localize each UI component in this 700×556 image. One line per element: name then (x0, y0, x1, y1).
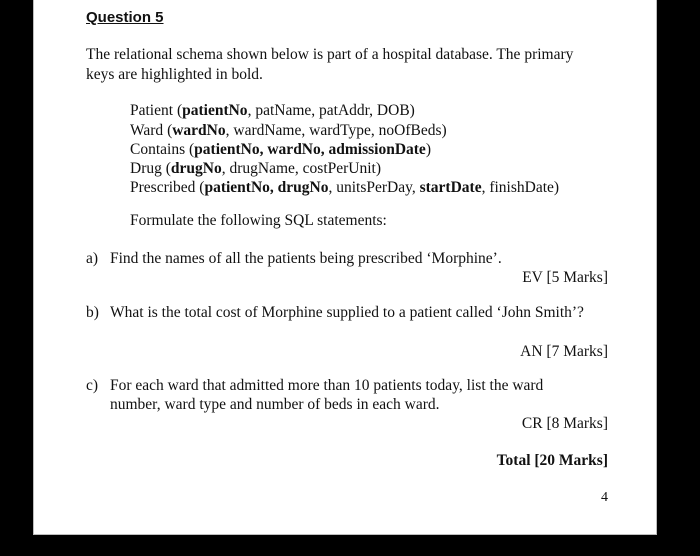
page-number: 4 (601, 490, 608, 505)
part-a-label: a) (86, 250, 99, 267)
part-c-line-1: For each ward that admitted more than 10 patients today, list the ward (110, 377, 544, 394)
schema-drug: Drug (drugNo, drugName, costPerUnit) (130, 160, 382, 177)
part-b-marks: AN [7 Marks] (520, 343, 608, 360)
part-b-text: What is the total cost of Morphine supplied to a patient called ‘John Smith’? (110, 304, 584, 321)
schema-prescribed: Prescribed (patientNo, drugNo, unitsPerDay, startDate, finishDate) (130, 179, 560, 196)
schema-ward: Ward (wardNo, wardName, wardType, noOfBeds) (130, 122, 447, 139)
part-b-label: b) (86, 304, 99, 321)
part-a-text: Find the names of all the patients being prescribed ‘Morphine’. (110, 250, 502, 267)
document-page (33, 0, 657, 535)
schema-contains: Contains (patientNo, wardNo, admissionDate) (130, 141, 431, 158)
schema-patient: Patient (patientNo, patName, patAddr, DOB) (130, 102, 415, 119)
part-c-line-2: number, ward type and number of beds in each ward. (110, 396, 440, 413)
total-marks: Total [20 Marks] (496, 452, 608, 469)
intro-line-1: The relational schema shown below is part of a hospital database. The primary (86, 46, 574, 63)
part-a-marks: EV [5 Marks] (522, 269, 608, 286)
intro-line-2: keys are highlighted in bold. (86, 66, 263, 83)
instruction-text: Formulate the following SQL statements: (130, 212, 387, 229)
part-c-marks: CR [8 Marks] (521, 415, 608, 432)
part-c-label: c) (86, 377, 99, 394)
question-heading: Question 5 (86, 9, 164, 26)
